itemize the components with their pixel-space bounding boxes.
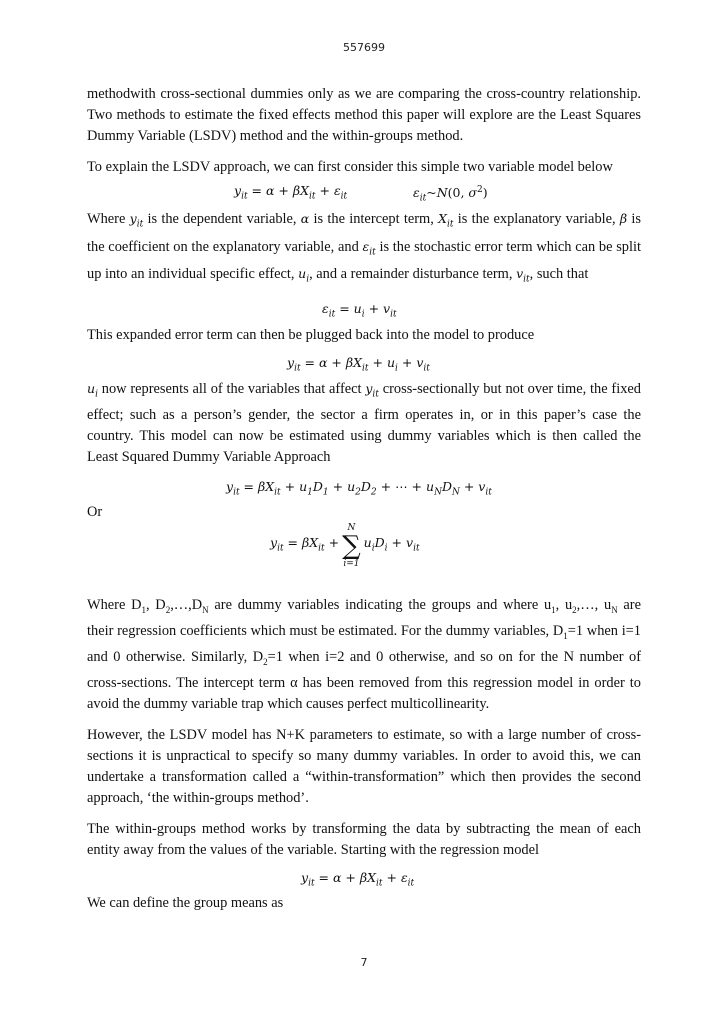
document-id: 557699 xyxy=(343,41,385,54)
equation-dummy-expansion: $y_{it} = \beta X_{it} + u_1D_1 + u_2D_2$ + ⋯ + $u_ND_N + v_{it}$ xyxy=(226,479,492,498)
equation-expanded-model: $y_{it} = \alpha + \beta X_{it} + u_i + v_{it}$ xyxy=(287,354,430,373)
paragraph-or: Or xyxy=(87,504,103,520)
paragraph-dummy-description: Where $D_1$, $D_2,\dots,D_N$ are dummy variables indicating the groups and where $u_1$, $u_2,\dots$, $u_N$ are their regression coefficients which must be estimated. For the dummy variables, $D_1=1$ when i=1 and 0 otherwise. Similarly, $D_2=1$ when i=2 and 0 otherwise, and so on for the N number of cross-sections. The intercept term α has been removed from this regression model in order to avoid the dummy variable trap which causes perfect multicollinearity. xyxy=(87,597,641,712)
paragraph-variable-definitions: Where $y_{it}$ is the dependent variable, α is the intercept term, $X_{it}$ is the explanatory variable, β is the coefficient on the explanatory variable, and $\varepsilon_{it}$ is the stochastic error term which can be split up into an individual specific effect, $u_i$, and a remainder disturbance term, $v_{it}$, such that xyxy=(87,211,641,285)
paragraph-within-transformation: However, the LSDV model has N+K parameters to estimate, so with a large number of cross-sections it is unpractical to specify so many dummy variables. In order to avoid this, we can undertake a transformation called a “within-transformation” which then provides the second approach, ‘the within-groups method’. xyxy=(87,726,641,806)
paragraph-intro: methodwith cross-sectional dummies only as we are comparing the cross-country relationship. Two methods to estimate the fixed effects method this paper will explore are the Least Squares Dummy Variable (LSDV) method and the within-groups method. xyxy=(87,86,641,144)
page-number: 7 xyxy=(360,956,368,969)
equation-simple-model: $y_{it} = \alpha + \beta X_{it} + \varepsilon_{it}$ $\varepsilon_{it}\sim N(0$, $\sigma^2$) xyxy=(234,183,488,204)
equation-error-decomposition: $\varepsilon_{it} = u_i + v_{it}$ xyxy=(322,300,397,319)
paragraph-group-means: We can define the group means as xyxy=(87,894,284,911)
equation-regression-model: $y_{it} = \alpha + \beta X_{it} + \varepsilon_{it}$ xyxy=(301,869,415,889)
paragraph-fixed-effect: $u_i$ now represents all of the variables that affect $y_{it}$ cross-sectionally but not over time, the fixed effect; such as a person’s gender, the sector a firm operates in, or in this paper’s case the country. This model can now be estimated using dummy variables which is then called the Least Squared Dummy Variable Approach xyxy=(87,380,641,465)
paragraph-within-groups: The within-groups method works by transforming the data by subtracting the mean of each entity away from the values of the variable. Starting with the regression model xyxy=(87,820,641,858)
paragraph-expanded-error: This expanded error term can then be plugged back into the model to produce xyxy=(87,326,535,343)
paragraph-lsdv-intro: To explain the LSDV approach, we can first consider this simple two variable model below xyxy=(87,159,613,175)
equation-summation: $y_{it} = \beta X_{it}$ + N ∑ i=1 $u_iD_i + v_{it}$ xyxy=(270,523,420,569)
sum-operator: N ∑ i=1 xyxy=(342,523,361,569)
page-body xyxy=(87,84,641,914)
